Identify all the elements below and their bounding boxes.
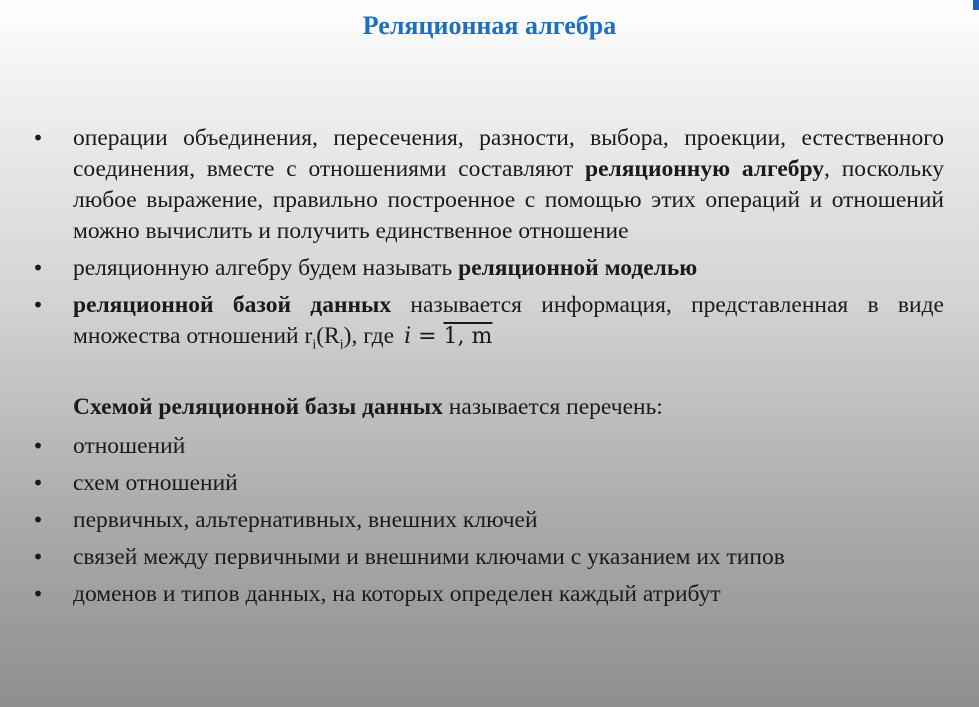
slide-title: Реляционная алгебра: [362, 11, 617, 40]
corner-mark: [973, 0, 979, 10]
bullet-icon: •: [32, 434, 44, 458]
bullet-icon: •: [32, 508, 44, 532]
bullet-icon: •: [32, 126, 44, 150]
bullet-icon: •: [32, 293, 44, 317]
list-item: • операции объединения, пересечения, разности, выбора, проекции, естественного соединения, вместе с отношениями составляют реляционную алгебру, поскольку любое выражение, правильно построенное с помощью этих операций и отношений можно вычислить и получить единственное отношение: [28, 123, 944, 247]
bullet-icon: •: [32, 256, 44, 280]
bullet-icon: •: [32, 545, 44, 569]
list-item: • первичных, альтернативных, внешних ключей: [28, 505, 944, 536]
list-item: • отношений: [28, 431, 944, 462]
list-item: • связей между первичными и внешними ключами с указанием их типов: [28, 542, 944, 573]
schema-list: [28, 431, 944, 610]
bullet-icon: •: [32, 471, 44, 495]
schema-definition: Схемой реляционной базы данных называется перечень:: [73, 394, 663, 420]
list-item: • схем отношений: [28, 468, 944, 499]
list-item: • реляционную алгебру будем называть реляционной моделью: [28, 253, 944, 284]
definition-list: [28, 123, 944, 352]
index-range-formula: i = 1, m: [404, 324, 493, 349]
bullet-icon: •: [32, 582, 44, 606]
list-item: • доменов и типов данных, на которых определен каждый атрибут: [28, 579, 944, 610]
slide-content: [28, 123, 944, 616]
list-item: • реляционной базой данных называется информация, представленная в виде множества отношений $r_i(R_i)$, где i = 1, m: [28, 290, 944, 352]
